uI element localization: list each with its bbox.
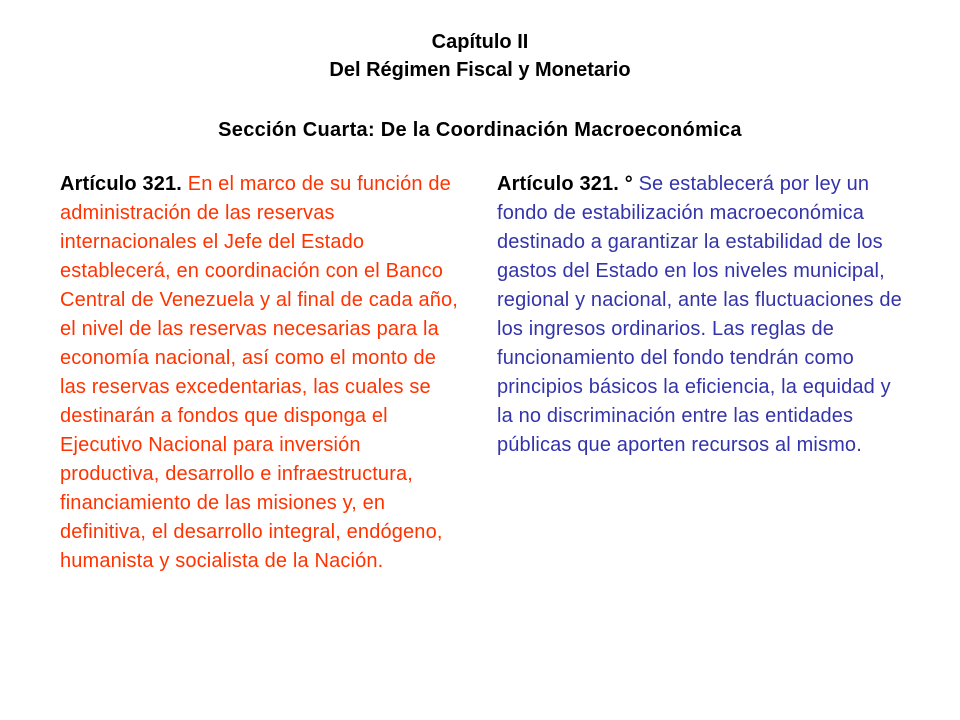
article-column-left [60,170,465,576]
chapter-title: Del Régimen Fiscal y Monetario [329,59,631,81]
article-text: Se establecerá por ley un fondo de estabilización macroeconómica destinado a garantizar la estabilidad de los gastos del Estado en los niveles municipal, regional y nacional, ante las fluctuaciones de los ingresos ordinarios. Las reglas de funcionamiento del fondo tendrán como principios básicos la eficiencia, la equidad y la no discriminación entre las entidades públicas que aporten recursos al mismo. [497,173,902,456]
article-column-right [497,170,907,460]
section-title: Sección Cuarta: De la Coordinación Macroeconómica [218,119,742,141]
article-label: Artículo 321. [60,173,188,195]
chapter-header [0,28,960,84]
article-label: Artículo 321. ° [497,173,639,195]
chapter-number: Capítulo II [431,31,529,53]
article-text: En el marco de su función de administración de las reservas internacionales el Jefe del Estado establecerá, en coordinación con el Banco Central de Venezuela y al final de cada año, el nivel de las reservas necesarias para la economía nacional, así como el monto de las reservas excedentarias, las cuales se destinarán a fondos que disponga el Ejecutivo Nacional para inversión productiva, desarrollo e infraestructura, financiamiento de las misiones y, en definitiva, el desarrollo integral, endógeno, humanista y socialista de la Nación. [60,173,458,572]
